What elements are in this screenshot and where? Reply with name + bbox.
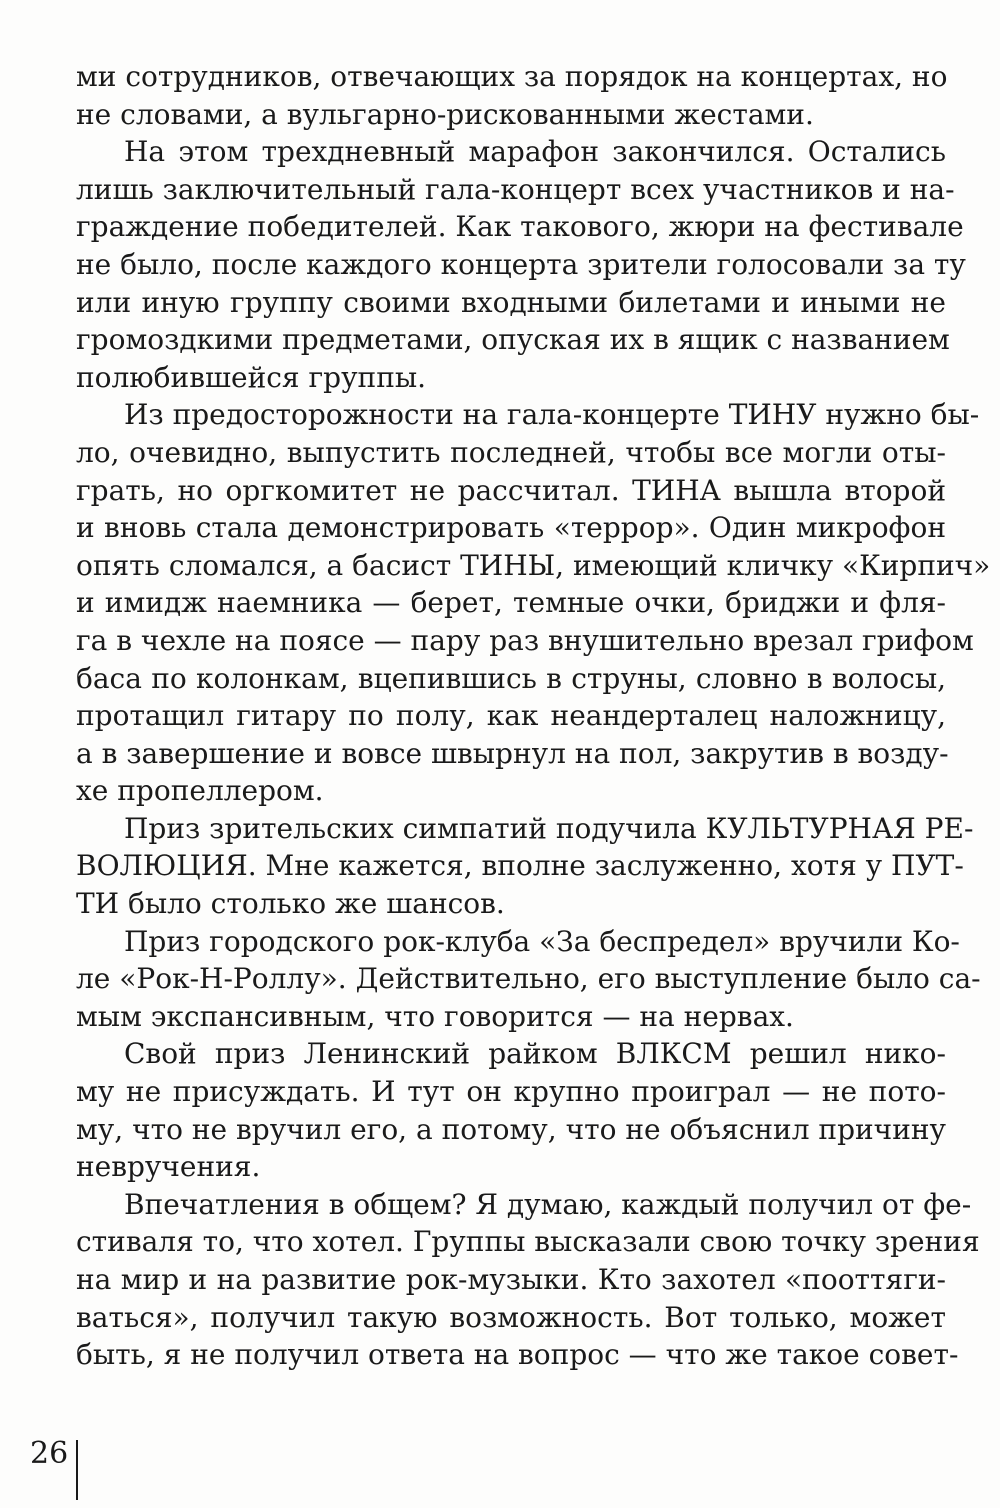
text-line: протащил гитару по полу, как неандерталец наложницу,: [76, 699, 946, 733]
text-line: а в завершение и вовсе швырнул на пол, закрутив в возду-: [76, 736, 949, 770]
text-line: му, что не вручил его, а потому, что не объяснил причину: [76, 1112, 946, 1146]
text-line: быть, я не получил ответа на вопрос — что же такое совет-: [76, 1338, 959, 1372]
page-number-rule: [76, 1440, 78, 1500]
text-line: стиваля то, что хотел. Группы высказали свою точку зрения: [76, 1225, 980, 1259]
text-line: Впечатления в общем? Я думаю, каждый получил от фе-: [124, 1187, 972, 1221]
text-line: га в чехле на поясе — пару раз внушительно врезал грифом: [76, 623, 974, 657]
text-line: му не присуждать. И тут он крупно проиграл — не пото-: [76, 1075, 946, 1109]
text-line: ле «Рок-Н-Роллу». Действительно, его выступление было са-: [76, 962, 981, 996]
text-line: хе пропеллером.: [76, 774, 324, 808]
text-line: опять сломался, а басист ТИНЫ, имеющий кличку «Кирпич»: [76, 548, 991, 582]
text-line: громоздкими предметами, опуская их в ящик с названием: [76, 323, 950, 357]
text-line: Приз городского рок-клуба «За беспредел» вручили Ко-: [124, 924, 960, 958]
text-line: ВОЛЮЦИЯ. Мне кажется, вполне заслуженно, хотя у ПУТ-: [76, 849, 964, 883]
body-text: [76, 58, 991, 1374]
text-line: баса по колонкам, вцепившись в струны, словно в волосы,: [76, 661, 946, 695]
text-line: грать, но оргкомитет не рассчитал. ТИНА вышла второй: [76, 473, 946, 507]
text-line: не словами, а вульгарно-рискованными жестами.: [76, 97, 814, 131]
text-line: На этом трехдневный марафон закончился. Остались: [124, 135, 946, 169]
text-line: и вновь стала демонстрировать «террор». Один микрофон: [76, 511, 946, 545]
text-line: Свой приз Ленинский райком ВЛКСМ решил нико-: [124, 1037, 946, 1071]
text-line: и имидж наемника — берет, темные очки, бриджи и фля-: [76, 586, 946, 620]
text-line: на мир и на развитие рок-музыки. Кто захотел «пооттяги-: [76, 1263, 946, 1296]
text-line: ми сотрудников, отвечающих за порядок на концертах, но: [76, 60, 948, 93]
text-line: полюбившейся группы.: [76, 360, 427, 394]
text-line: или иную группу своими входными билетами и иными не: [76, 285, 946, 319]
text-line: Приз зрительских симпатий подучила КУЛЬТУРНАЯ РЕ-: [124, 811, 974, 845]
text-line: лишь заключительный гала-концерт всех участников и на-: [76, 172, 955, 206]
text-line: ло, очевидно, выпустить последней, чтобы все могли оты-: [76, 435, 946, 469]
text-line: не было, после каждого концерта зрители голосовали за ту: [76, 247, 966, 281]
text-line: мым экспансивным, что говорится — на нервах.: [76, 999, 794, 1033]
text-line: ТИ было столько же шансов.: [76, 887, 505, 921]
page-number: 26: [30, 1436, 69, 1471]
text-line: ваться», получил такую возможность. Вот только, может: [76, 1300, 946, 1334]
text-line: граждение победителей. Как такового, жюри на фестивале: [76, 210, 964, 244]
text-line: невручения.: [76, 1150, 261, 1184]
text-line: Из предосторожности на гала-концерте ТИНУ нужно бы-: [124, 398, 980, 432]
